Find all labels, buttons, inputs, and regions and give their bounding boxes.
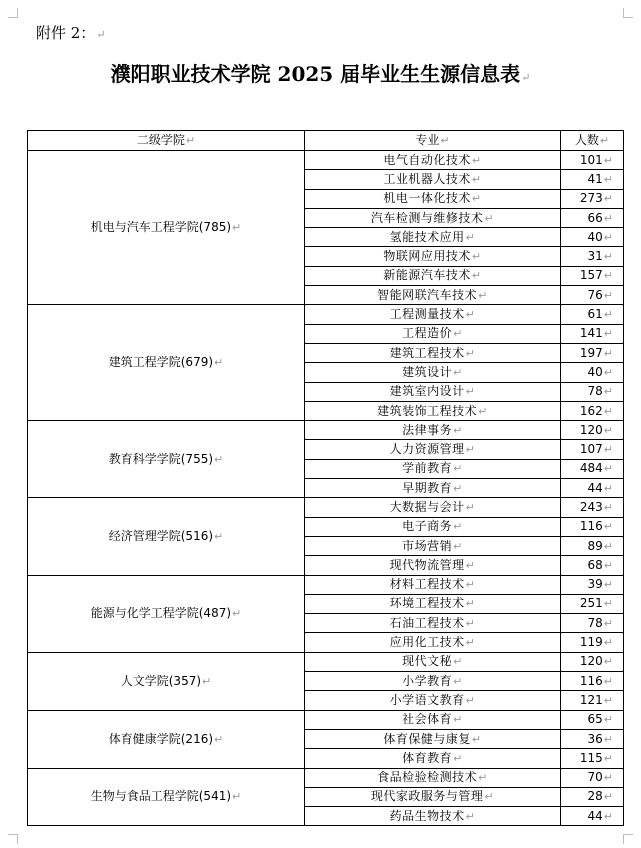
count-cell: 115↵ [561,749,624,768]
count-cell: 31↵ [561,247,624,266]
page-corner-mark [8,834,18,844]
header-major: 专业↵ [305,131,561,151]
table-header-row [28,131,624,151]
attachment-label: 附件 2：↵ [36,24,106,42]
table-row [28,151,624,170]
table-row [28,421,624,440]
college-cell: 建筑工程学院(679)↵ [28,305,305,421]
major-cell: 现代文秘↵ [305,652,561,671]
college-cell: 机电与汽车工程学院(785)↵ [28,151,305,305]
count-cell: 76↵ [561,286,624,305]
major-cell: 建筑设计↵ [305,363,561,382]
major-cell: 法律事务↵ [305,421,561,440]
major-cell: 物联网应用技术↵ [305,247,561,266]
count-cell: 65↵ [561,710,624,729]
count-cell: 157↵ [561,266,624,285]
major-cell: 氢能技术应用↵ [305,228,561,247]
table-body [28,151,624,826]
major-cell: 电气自动化技术↵ [305,151,561,170]
table-row [28,768,624,787]
count-cell: 141↵ [561,324,624,343]
major-cell: 现代家政服务与管理↵ [305,787,561,806]
major-cell: 石油工程技术↵ [305,614,561,633]
count-cell: 36↵ [561,729,624,748]
major-cell: 学前教育↵ [305,459,561,478]
count-cell: 89↵ [561,536,624,555]
major-cell: 建筑工程技术↵ [305,343,561,362]
count-cell: 68↵ [561,556,624,575]
major-cell: 社会体育↵ [305,710,561,729]
major-cell: 工程测量技术↵ [305,305,561,324]
major-cell: 小学语文教育↵ [305,691,561,710]
page-corner-mark [623,834,633,844]
major-cell: 体育教育↵ [305,749,561,768]
count-cell: 28↵ [561,787,624,806]
count-cell: 44↵ [561,807,624,826]
count-cell: 39↵ [561,575,624,594]
college-cell: 能源与化学工程学院(487)↵ [28,575,305,652]
major-cell: 大数据与会计↵ [305,498,561,517]
count-cell: 197↵ [561,343,624,362]
major-cell: 机电一体化技术↵ [305,189,561,208]
major-cell: 汽车检测与维修技术↵ [305,208,561,227]
count-cell: 40↵ [561,228,624,247]
college-cell: 生物与食品工程学院(541)↵ [28,768,305,826]
major-cell: 建筑室内设计↵ [305,382,561,401]
count-cell: 107↵ [561,440,624,459]
major-cell: 智能网联汽车技术↵ [305,286,561,305]
count-cell: 120↵ [561,421,624,440]
college-cell: 教育科学学院(755)↵ [28,421,305,498]
major-cell: 电子商务↵ [305,517,561,536]
count-cell: 116↵ [561,672,624,691]
count-cell: 243↵ [561,498,624,517]
count-cell: 162↵ [561,401,624,420]
major-cell: 体育保健与康复↵ [305,729,561,748]
count-cell: 78↵ [561,382,624,401]
page-corner-mark [623,8,633,18]
count-cell: 116↵ [561,517,624,536]
major-cell: 早期教育↵ [305,479,561,498]
table-row [28,575,624,594]
major-cell: 市场营销↵ [305,536,561,555]
major-cell: 工业机器人技术↵ [305,170,561,189]
count-cell: 119↵ [561,633,624,652]
major-cell: 工程造价↵ [305,324,561,343]
major-cell: 现代物流管理↵ [305,556,561,575]
graduate-source-table [27,130,624,826]
major-cell: 人力资源管理↵ [305,440,561,459]
college-cell: 经济管理学院(516)↵ [28,498,305,575]
count-cell: 484↵ [561,459,624,478]
major-cell: 材料工程技术↵ [305,575,561,594]
major-cell: 新能源汽车技术↵ [305,266,561,285]
major-cell: 环境工程技术↵ [305,594,561,613]
major-cell: 建筑装饰工程技术↵ [305,401,561,420]
table-row [28,305,624,324]
major-cell: 食品检验检测技术↵ [305,768,561,787]
major-cell: 应用化工技术↵ [305,633,561,652]
header-count: 人数↵ [561,131,624,151]
count-cell: 61↵ [561,305,624,324]
count-cell: 273↵ [561,189,624,208]
college-cell: 体育健康学院(216)↵ [28,710,305,768]
count-cell: 66↵ [561,208,624,227]
count-cell: 41↵ [561,170,624,189]
major-cell: 药品生物技术↵ [305,807,561,826]
count-cell: 40↵ [561,363,624,382]
count-cell: 120↵ [561,652,624,671]
count-cell: 78↵ [561,614,624,633]
table-row [28,710,624,729]
count-cell: 70↵ [561,768,624,787]
count-cell: 251↵ [561,594,624,613]
table-row [28,498,624,517]
document-title: 濮阳职业技术学院 2025 届毕业生生源信息表↵ [110,62,531,86]
count-cell: 101↵ [561,151,624,170]
college-cell: 人文学院(357)↵ [28,652,305,710]
header-college: 二级学院↵ [28,131,305,151]
table-row [28,652,624,671]
major-cell: 小学教育↵ [305,672,561,691]
count-cell: 44↵ [561,479,624,498]
count-cell: 121↵ [561,691,624,710]
page-corner-mark [8,8,18,18]
